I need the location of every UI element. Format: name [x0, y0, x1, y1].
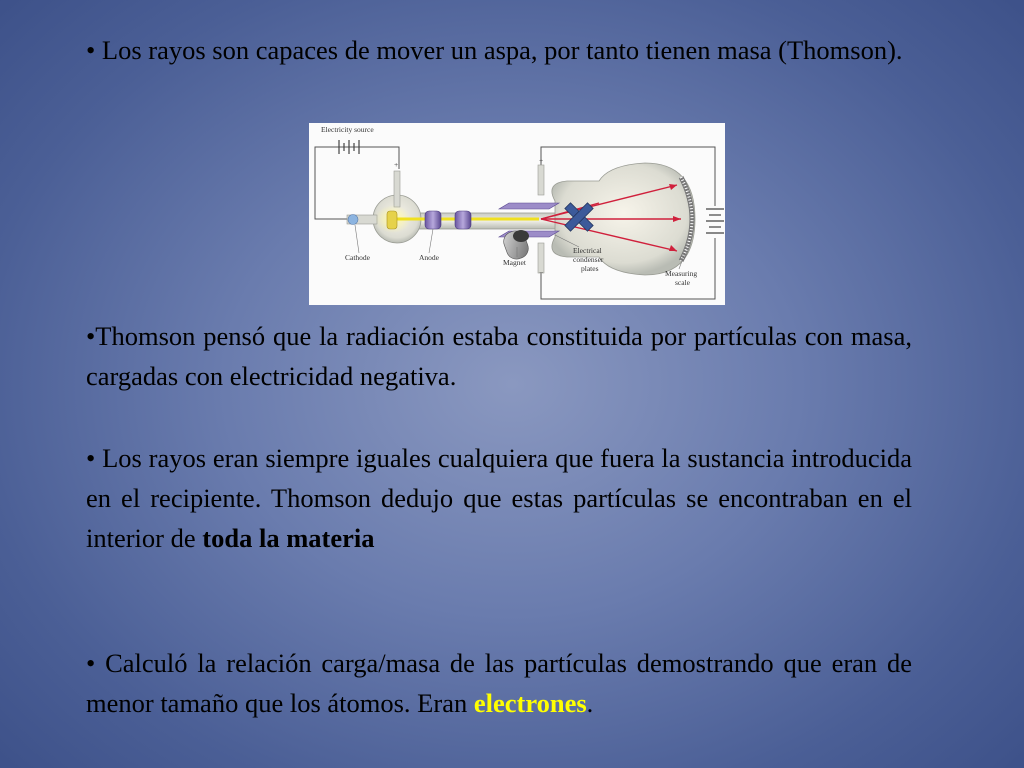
paragraph-text: Calculó la relación carga/masa de las partículas demostrando que eran de menor tamaño que los átomos. Eran — [86, 648, 912, 718]
plus-sign-plate: + — [539, 156, 544, 165]
bold-phrase: toda la materia — [202, 523, 375, 553]
label-plates-line-1: Electrical — [573, 246, 602, 255]
bullet-paragraph-3 — [86, 438, 912, 558]
bullet-marker: • — [86, 443, 96, 473]
paragraph-text: Thomson pensó que la radiación estaba constituida por partículas con masa, cargadas con electricidad negativa. — [86, 321, 912, 391]
paragraph-text: Los rayos son capaces de mover un aspa, por tanto tienen masa (Thomson). — [95, 35, 903, 65]
label-scale-line-1: Measuring — [665, 269, 698, 278]
battery-right-icon — [706, 209, 724, 233]
thomson-tube-diagram — [309, 123, 725, 305]
paragraph-text: Los rayos eran siempre iguales cualquiera que fuera la sustancia introducida en el recipiente. Thomson dedujo que estas partículas se encontraban en el interior de — [86, 443, 912, 553]
label-plates-line-3: plates — [581, 264, 599, 273]
bullet-paragraph-1 — [86, 30, 912, 70]
bullet-marker: • — [86, 35, 96, 65]
bullet-marker: • — [86, 321, 96, 351]
label-electricity-source: Electricity source — [321, 125, 374, 134]
minus-sign-plate: − — [539, 268, 544, 277]
highlight-word: electrones — [473, 688, 587, 718]
label-anode: Anode — [419, 253, 439, 262]
paragraph-end: . — [586, 688, 594, 718]
plus-sign-cathode: + — [394, 160, 399, 169]
label-scale-line-2: scale — [675, 278, 690, 287]
bullet-paragraph-4 — [86, 643, 912, 723]
bullet-marker: • — [86, 648, 96, 678]
label-plates-line-2: condenser — [573, 255, 604, 264]
label-magnet: Magnet — [503, 258, 526, 267]
bullet-paragraph-2 — [86, 316, 912, 396]
label-cathode: Cathode — [345, 253, 370, 262]
cathode-ray-tube-illustration — [309, 123, 725, 305]
